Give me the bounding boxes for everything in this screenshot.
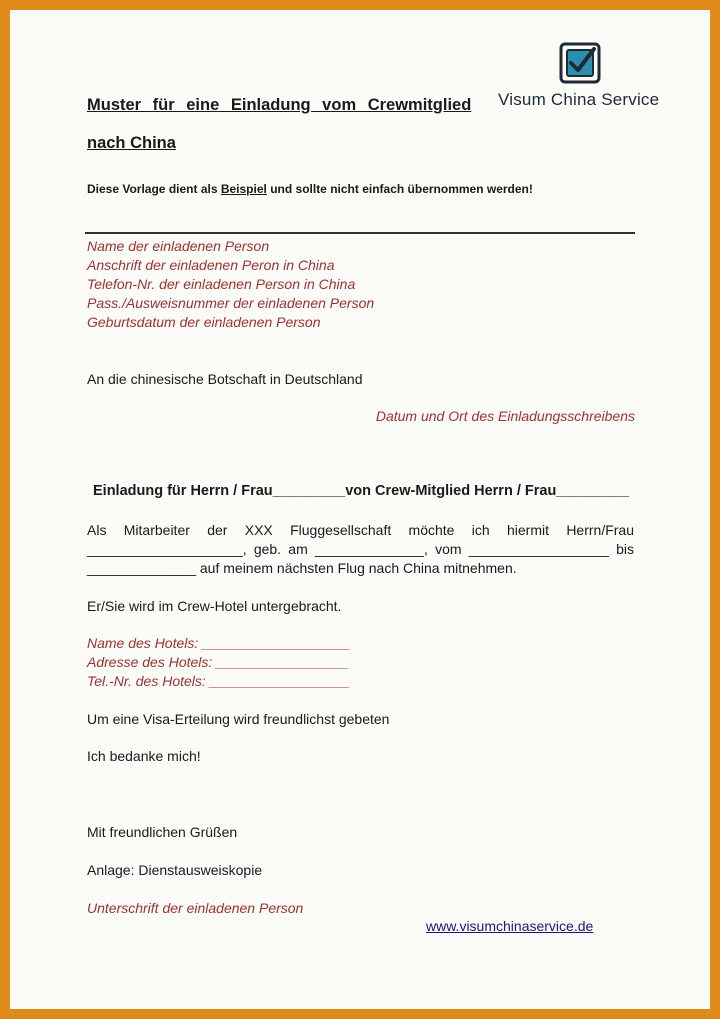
hotel-name: Name des Hotels: ___________________ — [87, 635, 351, 651]
sender-address: Anschrift der einladenen Peron in China — [87, 257, 335, 273]
website-link[interactable]: www.visumchinaservice.de — [426, 918, 594, 934]
divider — [85, 232, 635, 234]
recipient: An die chinesische Botschaft in Deutschland — [87, 371, 363, 387]
signature: Unterschrift der einladenen Person — [87, 900, 304, 916]
hotel-address: Adresse des Hotels: _________________ — [87, 654, 349, 670]
paragraph-line1: Als Mitarbeiter der XXX Fluggesellschaft möchte ich hiermit Herrn/Frau — [87, 522, 634, 538]
thanks: Ich bedanke mich! — [87, 748, 201, 764]
sender-birthdate: Geburtsdatum der einladenen Person — [87, 314, 321, 330]
invitation-heading: Einladung für Herrn / Frau_________von Crew-Mitglied Herrn / Frau_________ — [93, 483, 629, 499]
note-text-before: Diese Vorlage dient als — [87, 182, 221, 196]
template-note — [87, 182, 533, 196]
hotel-intro: Er/Sie wird im Crew-Hotel untergebracht. — [87, 598, 342, 614]
document-title-line2: nach China — [87, 134, 176, 152]
date-place: Datum und Ort des Einladungsschreibens — [375, 408, 635, 424]
closing: Mit freundlichen Grüßen — [87, 824, 238, 840]
note-text-after: und sollte nicht einfach übernommen werden! — [266, 182, 533, 196]
attachment: Anlage: Dienstausweiskopie — [87, 862, 263, 878]
hotel-phone: Tel.-Nr. des Hotels: __________________ — [87, 673, 350, 689]
sender-phone: Telefon-Nr. der einladenen Person in China — [87, 276, 356, 292]
sender-passport: Pass./Ausweisnummer der einladenen Person — [87, 295, 375, 311]
sender-name: Name der einladenen Person — [87, 238, 270, 254]
document-page — [10, 10, 710, 1009]
checkbox-logo-icon — [558, 41, 604, 87]
paragraph-line2: ____________________, geb. am ______________, vom __________________ bis — [87, 541, 634, 557]
document-title-line1: Muster für eine Einladung vom Crewmitglied — [87, 96, 472, 114]
example-link[interactable]: Beispiel — [220, 182, 267, 196]
visa-request: Um eine Visa-Erteilung wird freundlichst gebeten — [87, 711, 390, 727]
brand-name: Visum China Service — [498, 90, 660, 109]
paragraph-line3: ______________ auf meinem nächsten Flug nach China mitnehmen. — [87, 560, 517, 576]
invitation-paragraph — [87, 521, 634, 578]
